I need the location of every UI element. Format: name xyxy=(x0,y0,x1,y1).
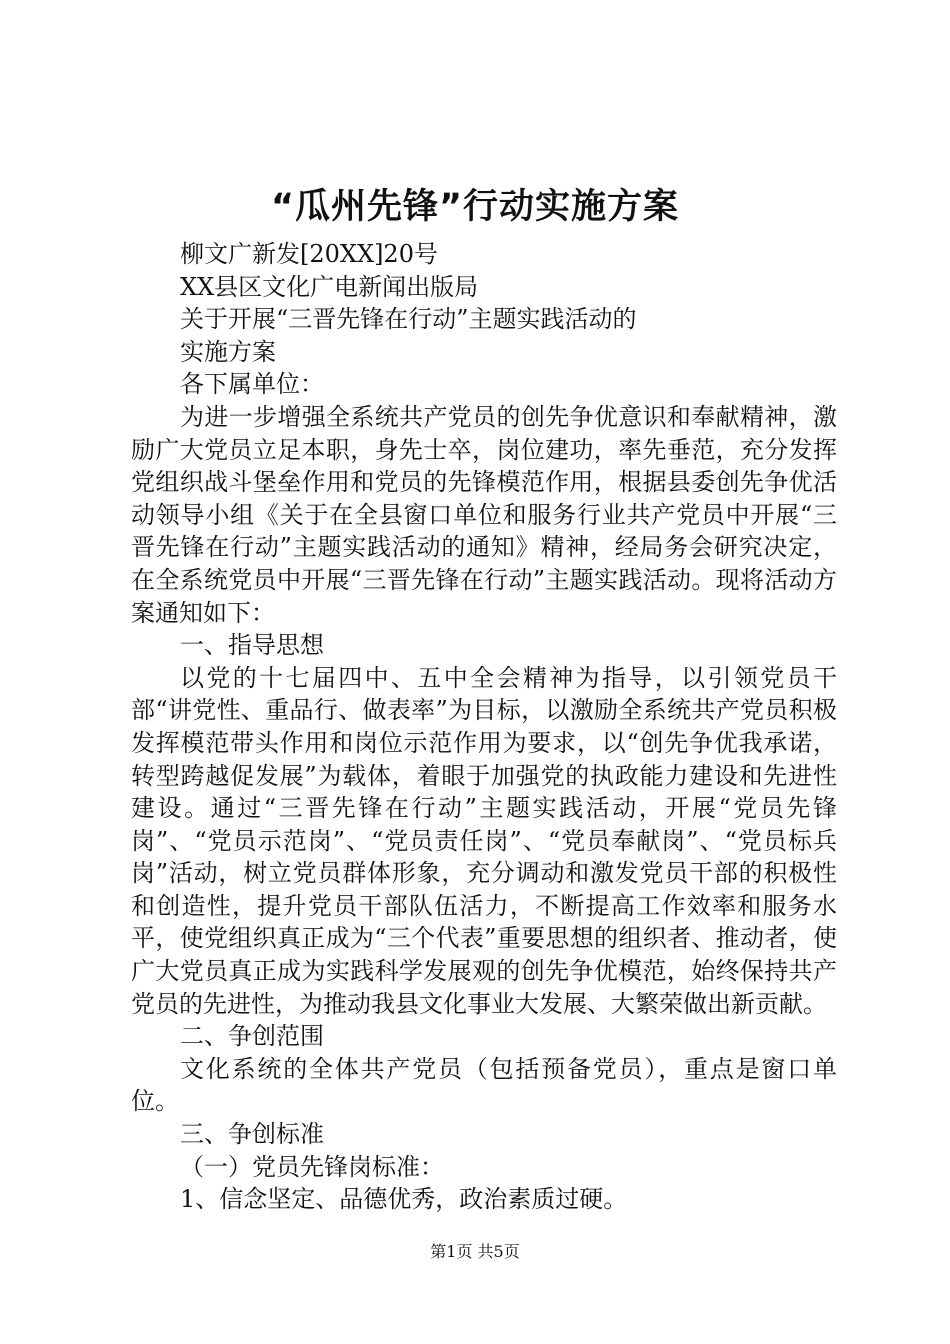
standard-item-1: 1、信念坚定、品德优秀，政治素质过硬。 xyxy=(180,1185,628,1214)
issuing-authority: XX县区文化广电新闻出版局 xyxy=(180,272,479,301)
document-title: “瓜州先锋”行动实施方案 xyxy=(270,187,679,227)
document-number: 柳文广新发[20XX]20号 xyxy=(180,240,438,268)
section-heading-scope: 二、争创范围 xyxy=(180,1022,324,1051)
salutation: 各下属单位： xyxy=(180,370,324,399)
intro-paragraph: 为进一步增强全系统共产党员的创先争优意识和奉献精神，激励广大党员立足本职，身先士卒，岗位建功，率先垂范，充分发挥党组织战斗堡垒作用和党员的先锋模范作用，根据县委创先争优活动领导小组《关于在全县窗口单位和服务行业共产党员中开展“三晋先锋在行动”主题实践活动的通知》精神，经局务会研究决定，在全系统党员中开展“三晋先锋在行动”主题实践活动。现将活动方案通知如下： xyxy=(131,402,837,627)
section-heading-guiding-ideology: 一、指导思想 xyxy=(180,631,324,660)
subject-line: 关于开展“三晋先锋在行动”主题实践活动的 xyxy=(180,305,637,334)
guiding-ideology-paragraph: 以党的十七届四中、五中全会精神为指导，以引领党员干部“讲党性、重品行、做表率”为目标，以激励全系统共产党员积极发挥模范带头作用和岗位示范作用为要求，以“创先争优我承诺，转型跨越促发展”为载体，着眼于加强党的执政能力建设和先进性建设。通过“三晋先锋在行动”主题实践活动，开展“党员先锋岗”、“党员示范岗”、“党员责任岗”、“党员奉献岗”、“党员标兵岗”活动，树立党员群体形象，充分调动和激发党员干部的积极性和创造性，提升党员干部队伍活力，不断提高工作效率和服务水平，使党组织真正成为“三个代表”重要思想的组织者、推动者，使广大党员真正成为实践科学发展观的创先争优模范，始终保持共产党员的先进性，为推动我县文化事业大发展、大繁荣做出新贡献。 xyxy=(131,663,837,1018)
document-body xyxy=(131,238,837,1216)
page-footer: 第1页 共5页 xyxy=(430,1242,520,1261)
section-heading-standards: 三、争创标准 xyxy=(180,1120,324,1149)
subsection-heading-pioneer-post: （一）党员先锋岗标准： xyxy=(180,1152,444,1181)
scope-paragraph: 文化系统的全体共产党员（包括预备党员），重点是窗口单位。 xyxy=(131,1054,837,1116)
subject-line-continued: 实施方案 xyxy=(180,337,276,366)
